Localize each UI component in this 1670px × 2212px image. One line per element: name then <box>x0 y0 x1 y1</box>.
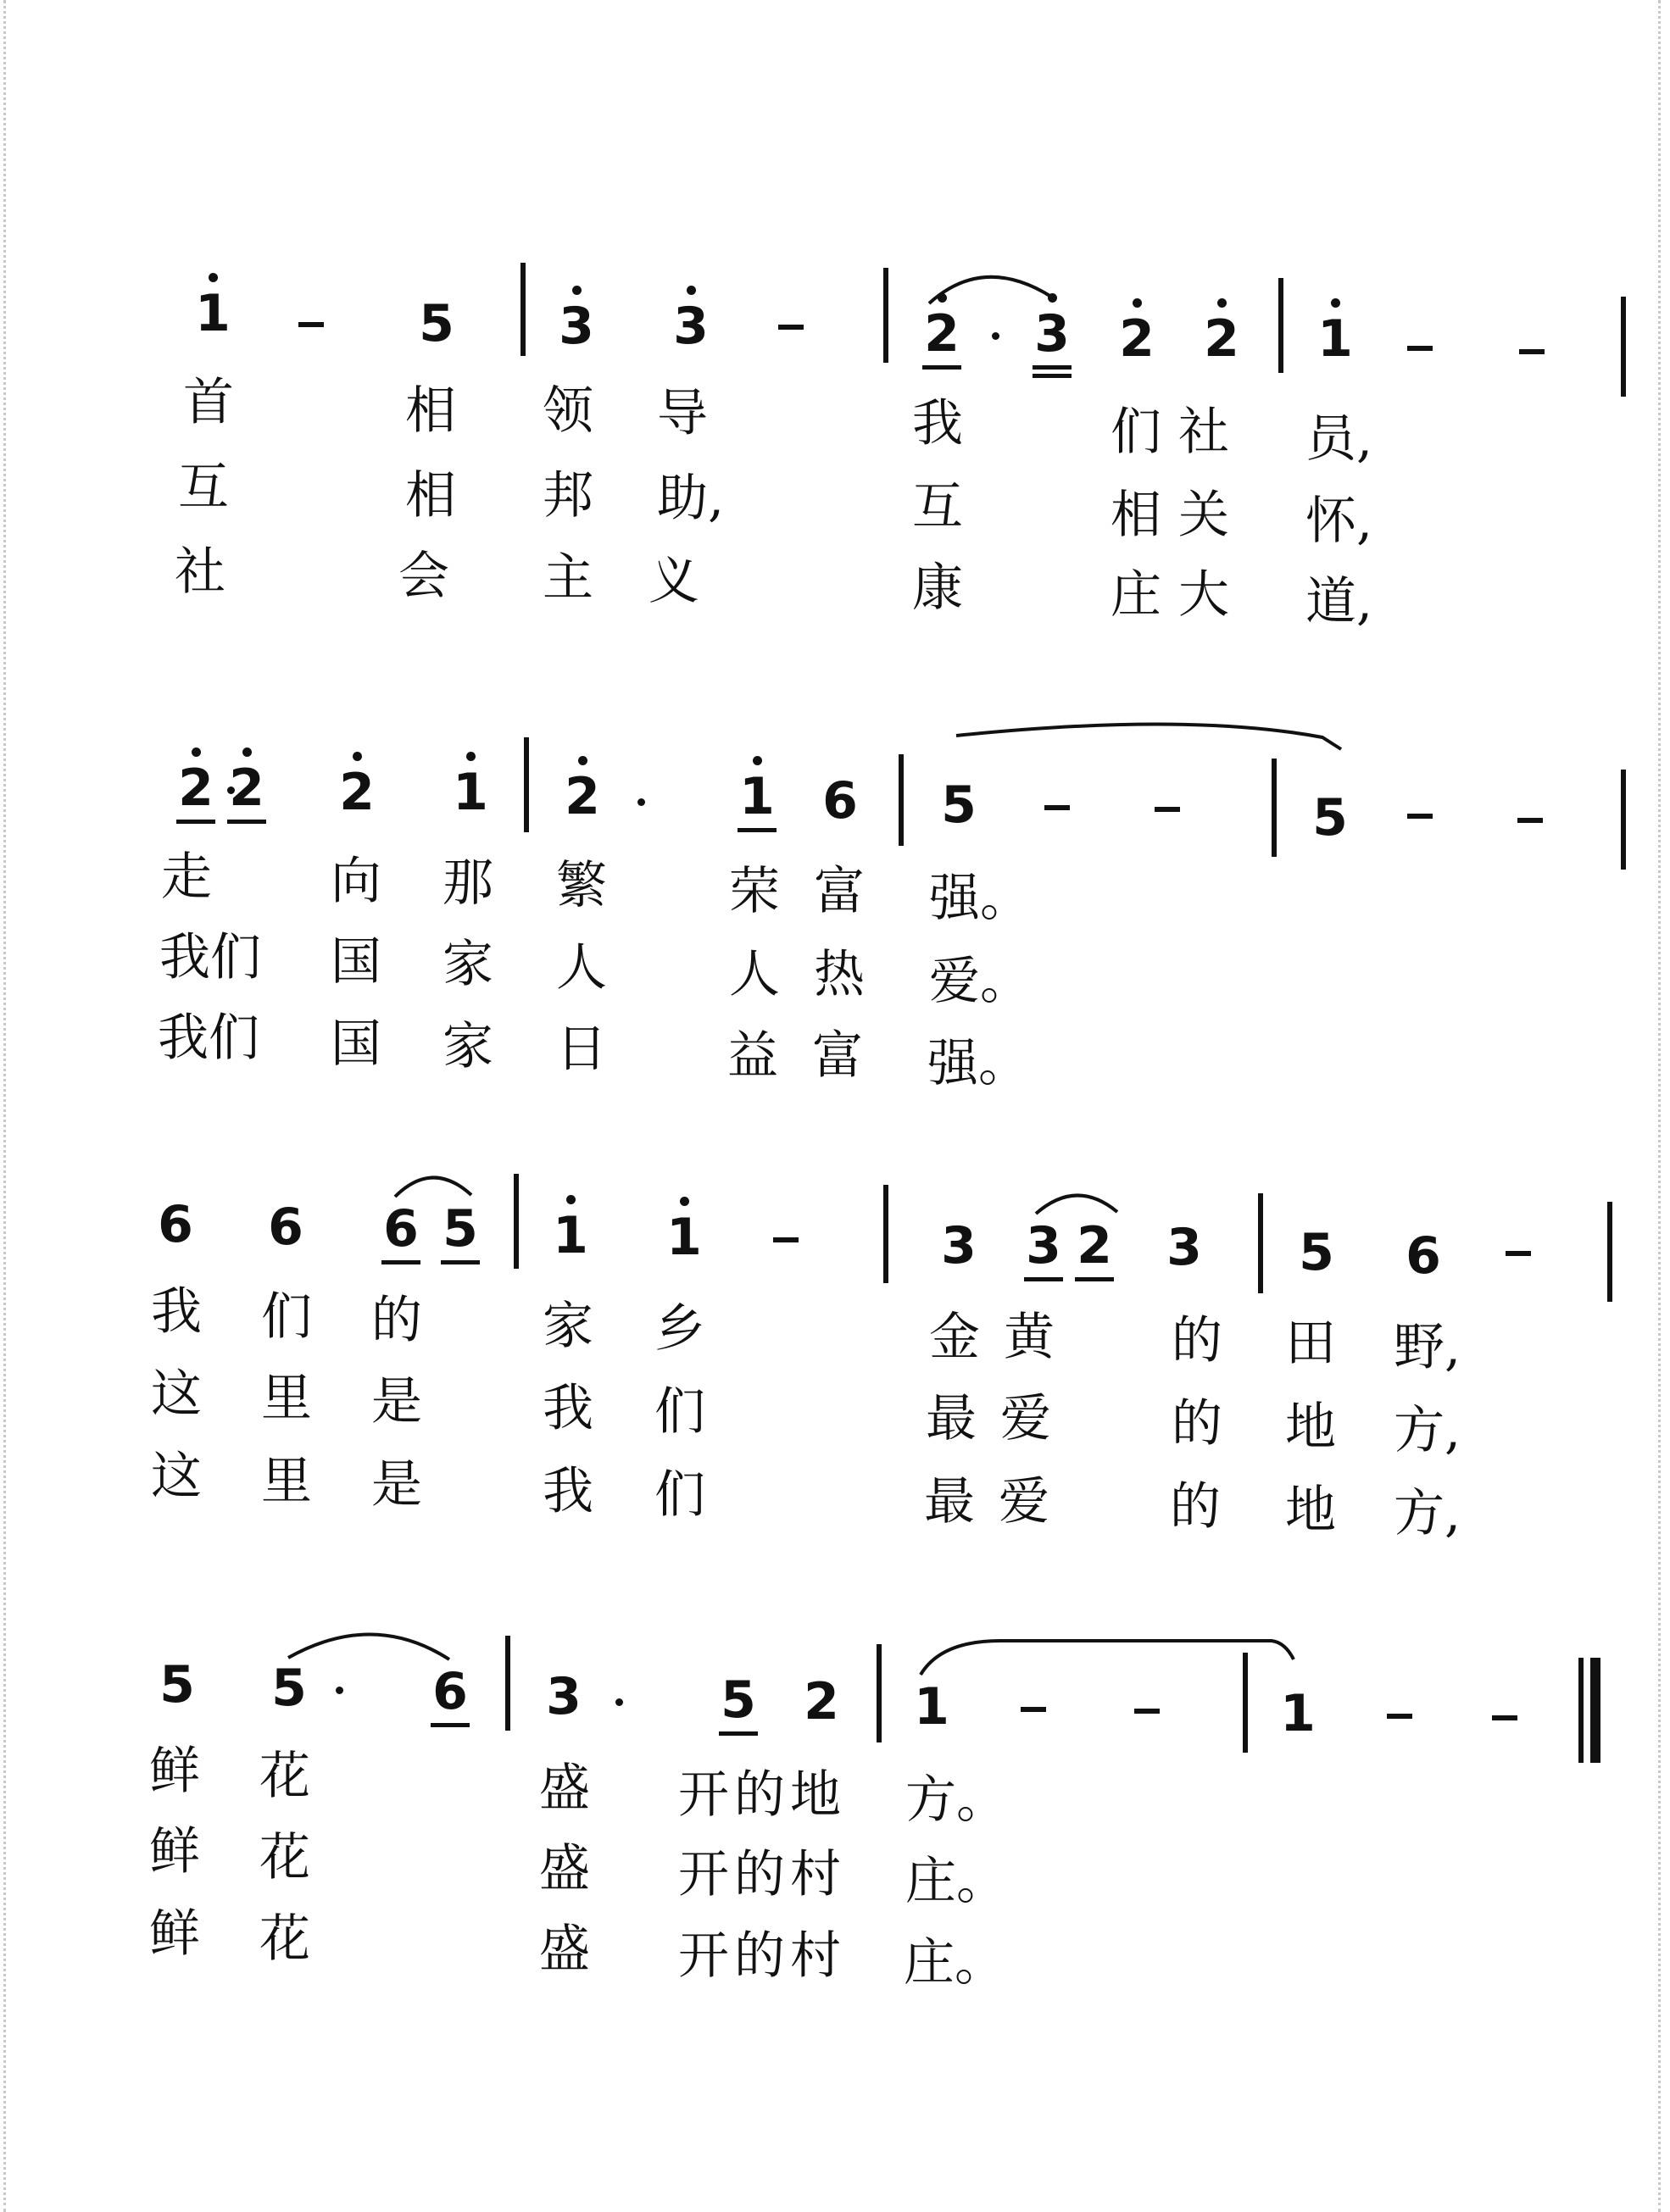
lyric: 的 <box>371 1291 422 1350</box>
lyric: 国 <box>331 932 381 992</box>
lyric: 金黄 <box>929 1308 1078 1367</box>
lyric: 开的村 <box>678 1845 846 1904</box>
lyric: 我们 <box>159 928 261 987</box>
lyric: 怀, <box>1305 492 1373 551</box>
slur <box>929 277 1051 303</box>
lyric: 们社 <box>1111 403 1246 462</box>
lyric: 这 <box>151 1364 202 1424</box>
note: 3 <box>547 301 606 352</box>
lyric: 是 <box>371 1372 422 1431</box>
note: 6 <box>158 1195 193 1254</box>
lyric: 们 <box>654 1465 705 1525</box>
lyric: 益富 <box>727 1026 897 1086</box>
lyric: 开的村 <box>678 1926 846 1986</box>
tie <box>921 1641 1294 1675</box>
note: 3 <box>1022 308 1082 359</box>
lyric: 里 <box>261 1452 312 1511</box>
note: 3 <box>546 1667 582 1726</box>
note: 3 <box>661 301 721 352</box>
lyric: 爱。 <box>929 952 1031 1011</box>
lyric: 主 <box>543 548 593 608</box>
lyric: 方, <box>1394 1484 1461 1543</box>
note: 6 <box>420 1666 480 1717</box>
lyric: 向 <box>331 852 381 911</box>
lyric: 社 <box>175 542 225 602</box>
lyric: 互 <box>178 458 229 517</box>
lyric: 田 <box>1285 1314 1336 1373</box>
note: 2 <box>912 308 971 359</box>
note: 1 <box>183 288 242 339</box>
note: 1 <box>1280 1684 1316 1743</box>
lyric: 日 <box>556 1020 607 1079</box>
lyric: 盛 <box>539 1920 590 1979</box>
lyric: 相 <box>405 466 456 525</box>
note: 2 <box>327 767 387 818</box>
lyric: 鲜 <box>149 1822 200 1881</box>
lyric: 那 <box>443 853 493 913</box>
lyric: 我 <box>543 1462 593 1521</box>
slur <box>395 1177 471 1197</box>
lyric: 我们 <box>158 1009 259 1068</box>
lyric: 国 <box>331 1014 381 1074</box>
lyric: 邦 <box>543 466 593 525</box>
note: 5 <box>271 1659 307 1718</box>
note: 2 <box>217 763 276 814</box>
lyric: 互 <box>912 477 963 536</box>
slur <box>288 1634 449 1659</box>
note: 1 <box>441 767 500 818</box>
note: 5 <box>159 1655 195 1715</box>
lyric: 荣富 <box>729 862 899 921</box>
lyric: 会 <box>398 547 449 606</box>
lyric: 鲜 <box>149 1742 200 1801</box>
lyric: 是 <box>371 1455 422 1514</box>
note: 6 <box>371 1203 431 1254</box>
lyric: 繁 <box>556 856 607 915</box>
note: 1 <box>541 1210 600 1261</box>
note: 6 <box>268 1198 303 1257</box>
lyric: 地 <box>1285 1398 1336 1457</box>
lyric: 里 <box>261 1369 312 1428</box>
lyric: 最爱 <box>926 1389 1075 1448</box>
lyric: 盛 <box>539 1759 590 1818</box>
slur <box>1036 1195 1117 1214</box>
note: 2 <box>166 763 225 814</box>
tie <box>956 724 1341 749</box>
lyric: 首 <box>183 373 234 432</box>
lyric: 这 <box>151 1447 202 1506</box>
note: 3 <box>1014 1220 1073 1271</box>
lyric: 方。 <box>905 1770 1007 1830</box>
lyric: 家 <box>443 935 493 994</box>
lyric: 盛 <box>539 1839 590 1898</box>
lyric: 庄。 <box>904 1933 1005 1992</box>
lyric: 的 <box>1170 1477 1221 1537</box>
lyric: 义 <box>649 552 699 611</box>
lyric: 相 <box>405 381 456 441</box>
lyric: 花 <box>259 1747 310 1806</box>
lyric: 我 <box>543 1379 593 1438</box>
lyric: 开的地 <box>678 1765 846 1825</box>
lyric: 走 <box>161 848 212 907</box>
lyric: 最爱 <box>924 1472 1073 1531</box>
note: 6 <box>1406 1226 1441 1286</box>
lyric: 人热 <box>729 945 899 1004</box>
note: 5 <box>431 1203 490 1254</box>
lyric: 们 <box>654 1382 705 1442</box>
note: 3 <box>941 1216 977 1276</box>
note: 6 <box>822 771 858 831</box>
lyric: 鲜 <box>149 1904 200 1964</box>
lyric: 的 <box>1172 1311 1222 1370</box>
note: 2 <box>1107 314 1166 364</box>
note: 2 <box>553 771 612 822</box>
note: 2 <box>804 1672 839 1731</box>
lyric: 康 <box>912 559 963 618</box>
note: 2 <box>1065 1220 1124 1271</box>
lyric: 乡 <box>654 1299 705 1359</box>
lyric: 道, <box>1305 572 1373 631</box>
lyric: 助, <box>657 469 725 528</box>
note: 1 <box>727 771 787 822</box>
note: 5 <box>419 294 454 353</box>
lyric: 领 <box>543 381 593 441</box>
lyric: 导 <box>657 384 708 443</box>
lyric: 强。 <box>927 1034 1029 1093</box>
lyric: 我 <box>912 394 963 453</box>
lyric: 人 <box>556 938 607 998</box>
lyric: 方, <box>1394 1401 1461 1460</box>
note: 5 <box>1312 788 1348 848</box>
lyric: 员, <box>1305 409 1373 469</box>
lyric: 野, <box>1394 1318 1461 1377</box>
lyric: 花 <box>259 1909 310 1969</box>
note: 2 <box>1192 314 1251 364</box>
lyric: 家 <box>543 1297 593 1356</box>
lyric: 强。 <box>929 869 1031 928</box>
note: 1 <box>1305 314 1365 364</box>
lyric: 的 <box>1172 1394 1222 1453</box>
note: 5 <box>1299 1223 1334 1282</box>
note: 3 <box>1166 1218 1202 1277</box>
lyric: 家 <box>443 1017 493 1076</box>
lyric: 们 <box>261 1287 312 1347</box>
lyric: 地 <box>1285 1481 1336 1540</box>
lyric: 我 <box>151 1282 202 1342</box>
note: 1 <box>914 1677 949 1737</box>
lyric: 庄大 <box>1111 565 1246 625</box>
lyric: 庄。 <box>905 1852 1007 1911</box>
lyric: 相关 <box>1111 486 1246 545</box>
lyric: 花 <box>259 1828 310 1887</box>
note: 1 <box>654 1212 714 1263</box>
note: 5 <box>941 775 977 835</box>
note: 5 <box>709 1675 768 1726</box>
